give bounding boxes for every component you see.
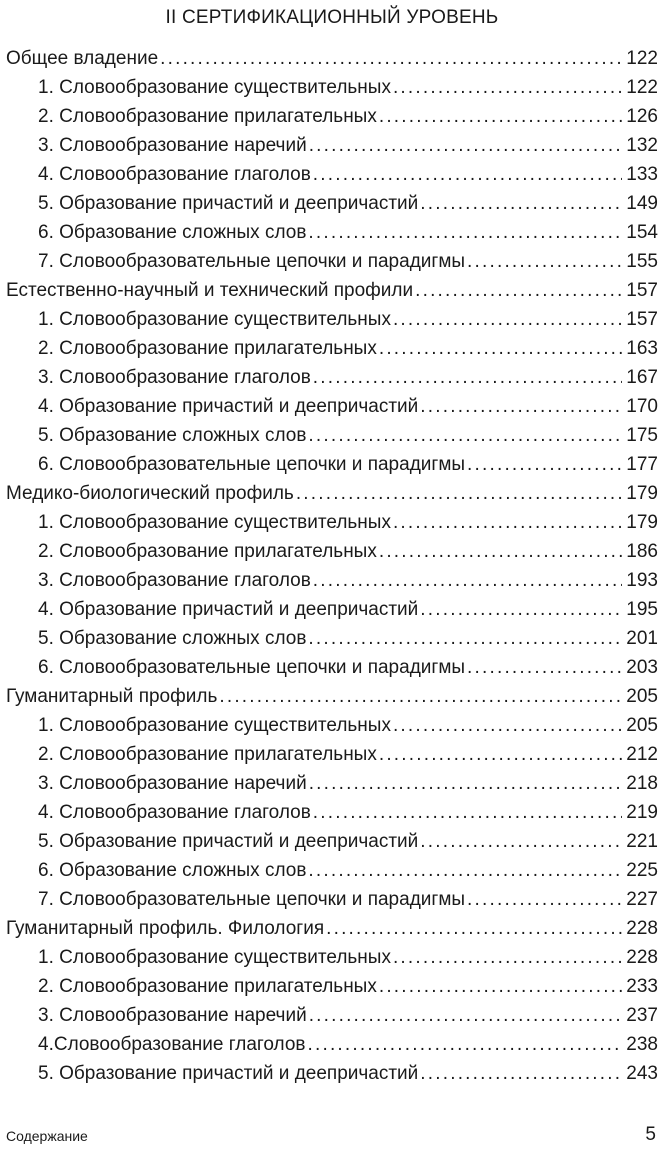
toc-entry-page-number: 122	[626, 48, 658, 69]
toc-subsection-entry[interactable]	[6, 189, 658, 218]
dot-leader	[393, 73, 622, 102]
toc-entry-page-number: 179	[626, 512, 658, 533]
toc-section-entry[interactable]	[6, 479, 658, 508]
toc-entry-title: 6. Образование сложных слов	[38, 860, 307, 881]
toc-entry-page-number: 132	[626, 135, 658, 156]
dot-leader	[309, 1001, 623, 1030]
dot-leader	[393, 508, 622, 537]
toc-entry-page-number: 163	[626, 338, 658, 359]
toc-entry-title: Гуманитарный профиль. Филология	[6, 918, 325, 939]
toc-subsection-entry[interactable]	[6, 131, 658, 160]
toc-entry-title: 7. Словообразовательные цепочки и парадигмы	[38, 251, 466, 272]
toc-entry-page-number: 243	[626, 1063, 658, 1084]
toc-entry-title: 3. Словообразование наречий	[38, 135, 307, 156]
toc-entry-page-number: 205	[626, 715, 658, 736]
toc-entry-title: Общее владение	[6, 48, 159, 69]
toc-entry-title: 5. Образование причастий и деепричастий	[38, 831, 419, 852]
dot-leader	[379, 537, 622, 566]
toc-entry-page-number: 225	[626, 860, 658, 881]
toc-subsection-entry[interactable]	[6, 1001, 658, 1030]
toc-entry-page-number: 179	[626, 483, 658, 504]
toc-entry-page-number: 212	[626, 744, 658, 765]
toc-entry-title: 2. Словообразование прилагательных	[38, 106, 377, 127]
toc-subsection-entry[interactable]	[6, 73, 658, 102]
toc-entry-page-number: 126	[626, 106, 658, 127]
toc-entry-page-number: 195	[626, 599, 658, 620]
dot-leader	[296, 479, 622, 508]
dot-leader	[393, 711, 622, 740]
toc-entry-title: 1. Словообразование существительных	[38, 947, 391, 968]
dot-leader	[420, 189, 622, 218]
toc-subsection-entry[interactable]	[6, 1059, 658, 1088]
dot-leader	[420, 392, 622, 421]
toc-subsection-entry[interactable]	[6, 1030, 658, 1059]
dot-leader	[467, 247, 622, 276]
table-of-contents	[6, 44, 658, 1088]
toc-entry-title: 4. Образование причастий и деепричастий	[38, 599, 419, 620]
toc-entry-title: 4. Образование причастий и деепричастий	[38, 396, 419, 417]
section-title: II СЕРТИФИКАЦИОННЫЙ УРОВЕНЬ	[165, 7, 499, 28]
toc-entry-page-number: 155	[626, 251, 658, 272]
dot-leader	[313, 160, 623, 189]
toc-entry-title: Гуманитарный профиль	[6, 686, 218, 707]
toc-entry-title: 6. Словообразовательные цепочки и парадигмы	[38, 657, 466, 678]
toc-subsection-entry[interactable]	[6, 943, 658, 972]
dot-leader	[308, 624, 622, 653]
toc-entry-title: 3. Словообразование глаголов	[38, 570, 311, 591]
toc-entry-title: 4. Словообразование глаголов	[38, 164, 311, 185]
dot-leader	[420, 827, 622, 856]
toc-subsection-entry[interactable]	[6, 885, 658, 914]
dot-leader	[313, 363, 623, 392]
dot-leader	[313, 566, 623, 595]
toc-subsection-entry[interactable]	[6, 566, 658, 595]
dot-leader	[313, 798, 623, 827]
dot-leader	[420, 595, 622, 624]
toc-entry-title: 2. Словообразование прилагательных	[38, 541, 377, 562]
toc-entry-title: 7. Словообразовательные цепочки и парадигмы	[38, 889, 466, 910]
toc-entry-page-number: 221	[626, 831, 658, 852]
dot-leader	[379, 334, 622, 363]
toc-subsection-entry[interactable]	[6, 247, 658, 276]
toc-entry-title: 1. Словообразование существительных	[38, 77, 391, 98]
dot-leader	[379, 972, 622, 1001]
toc-entry-page-number: 193	[626, 570, 658, 591]
toc-entry-page-number: 175	[626, 425, 658, 446]
toc-entry-page-number: 201	[626, 628, 658, 649]
dot-leader	[308, 1030, 623, 1059]
toc-entry-title: 1. Словообразование существительных	[38, 715, 391, 736]
toc-subsection-entry[interactable]	[6, 305, 658, 334]
dot-leader	[393, 943, 622, 972]
toc-entry-title: 5. Образование причастий и деепричастий	[38, 193, 419, 214]
dot-leader	[309, 131, 623, 160]
dot-leader	[308, 856, 622, 885]
dot-leader	[160, 44, 622, 73]
dot-leader	[467, 653, 622, 682]
toc-subsection-entry[interactable]	[6, 856, 658, 885]
toc-entry-page-number: 177	[626, 454, 658, 475]
toc-entry-page-number: 228	[626, 947, 658, 968]
toc-subsection-entry[interactable]	[6, 769, 658, 798]
dot-leader	[219, 682, 622, 711]
dot-leader	[415, 276, 622, 305]
toc-entry-page-number: 149	[626, 193, 658, 214]
toc-entry-title: 1. Словообразование существительных	[38, 512, 391, 533]
toc-subsection-entry[interactable]	[6, 827, 658, 856]
toc-subsection-entry[interactable]	[6, 653, 658, 682]
toc-subsection-entry[interactable]	[6, 392, 658, 421]
toc-subsection-entry[interactable]	[6, 218, 658, 247]
toc-subsection-entry[interactable]	[6, 160, 658, 189]
toc-entry-page-number: 205	[626, 686, 658, 707]
toc-entry-title: 2. Словообразование прилагательных	[38, 744, 377, 765]
running-footer-label: Содержание	[6, 1128, 88, 1144]
toc-entry-title: Естественно-научный и технический профили	[6, 280, 414, 301]
toc-subsection-entry[interactable]	[6, 972, 658, 1001]
dot-leader	[326, 914, 622, 943]
toc-entry-page-number: 170	[626, 396, 658, 417]
dot-leader	[308, 421, 622, 450]
toc-entry-page-number: 233	[626, 976, 658, 997]
toc-entry-title: Медико-биологический профиль	[6, 483, 294, 504]
toc-entry-page-number: 167	[626, 367, 658, 388]
toc-subsection-entry[interactable]	[6, 363, 658, 392]
page-number: 5	[645, 1124, 656, 1145]
toc-section-entry[interactable]	[6, 682, 658, 711]
toc-subsection-entry[interactable]	[6, 450, 658, 479]
toc-subsection-entry[interactable]	[6, 711, 658, 740]
toc-entry-title: 3. Словообразование глаголов	[38, 367, 311, 388]
toc-entry-page-number: 228	[626, 918, 658, 939]
toc-entry-title: 2. Словообразование прилагательных	[38, 338, 377, 359]
toc-subsection-entry[interactable]	[6, 537, 658, 566]
toc-entry-title: 2. Словообразование прилагательных	[38, 976, 377, 997]
toc-section-entry[interactable]	[6, 44, 658, 73]
toc-entry-title: 6. Словообразовательные цепочки и парадигмы	[38, 454, 466, 475]
toc-entry-page-number: 237	[626, 1005, 658, 1026]
toc-entry-page-number: 154	[626, 222, 658, 243]
toc-subsection-entry[interactable]	[6, 421, 658, 450]
toc-entry-title: 5. Образование сложных слов	[38, 425, 307, 446]
dot-leader	[309, 769, 623, 798]
toc-subsection-entry[interactable]	[6, 334, 658, 363]
toc-subsection-entry[interactable]	[6, 595, 658, 624]
toc-entry-title: 3. Словообразование наречий	[38, 1005, 307, 1026]
toc-entry-page-number: 157	[626, 309, 658, 330]
toc-section-entry[interactable]	[6, 276, 658, 305]
dot-leader	[467, 885, 622, 914]
toc-entry-title: 4. Словообразование глаголов	[38, 802, 311, 823]
toc-section-entry[interactable]	[6, 914, 658, 943]
toc-subsection-entry[interactable]	[6, 798, 658, 827]
toc-entry-page-number: 218	[626, 773, 658, 794]
toc-subsection-entry[interactable]	[6, 508, 658, 537]
toc-subsection-entry[interactable]	[6, 740, 658, 769]
toc-subsection-entry[interactable]	[6, 102, 658, 131]
dot-leader	[379, 740, 622, 769]
toc-entry-title: 4.Словообразование глаголов	[38, 1034, 306, 1055]
dot-leader	[379, 102, 622, 131]
toc-entry-page-number: 122	[626, 77, 658, 98]
dot-leader	[467, 450, 622, 479]
dot-leader	[308, 218, 622, 247]
toc-subsection-entry[interactable]	[6, 624, 658, 653]
toc-entry-page-number: 186	[626, 541, 658, 562]
toc-entry-page-number: 157	[626, 280, 658, 301]
toc-entry-title: 3. Словообразование наречий	[38, 773, 307, 794]
toc-entry-page-number: 227	[626, 889, 658, 910]
toc-entry-page-number: 133	[626, 164, 658, 185]
dot-leader	[393, 305, 622, 334]
toc-entry-title: 6. Образование сложных слов	[38, 222, 307, 243]
toc-entry-page-number: 219	[626, 802, 658, 823]
dot-leader	[420, 1059, 622, 1088]
toc-entry-page-number: 203	[626, 657, 658, 678]
toc-entry-page-number: 238	[626, 1034, 658, 1055]
toc-entry-title: 1. Словообразование существительных	[38, 309, 391, 330]
toc-entry-title: 5. Образование причастий и деепричастий	[38, 1063, 419, 1084]
toc-entry-title: 5. Образование сложных слов	[38, 628, 307, 649]
